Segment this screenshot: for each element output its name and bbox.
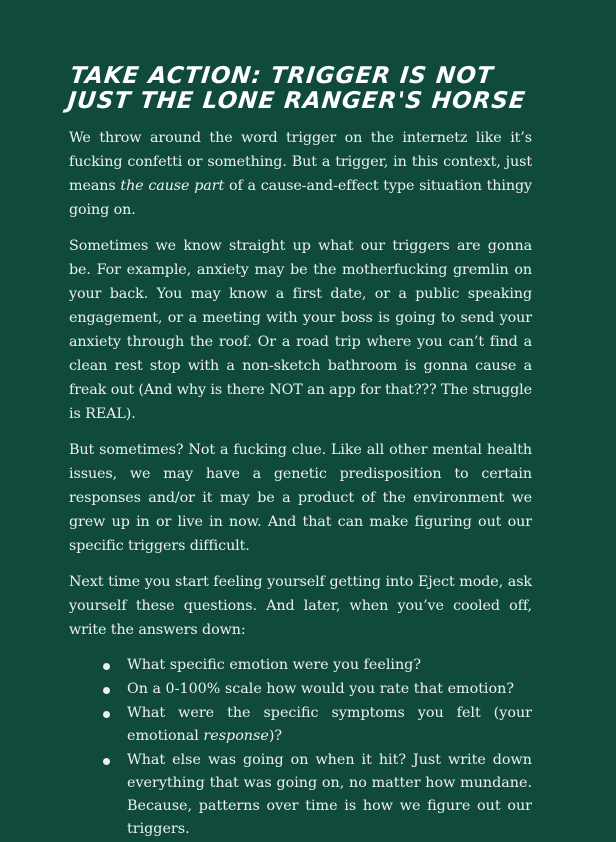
bullet-icon [103,758,110,765]
question-list [69,654,532,841]
bullet-icon [103,711,110,718]
paragraph [69,234,532,426]
list-item [69,749,532,841]
text-segment: of a cause-and-effect type situation thingy going on. [69,178,532,218]
list-item [69,702,532,748]
text-segment: What else was going on when it hit? Just write down everything that was going on, no matter how mundane. Because, patterns over time is how we figure out our triggers. [127,752,532,837]
text-segment: What were the specific symptoms you felt (your emotional [127,705,532,744]
list-item [69,654,532,677]
paragraph [69,126,532,222]
bullet-icon [103,663,110,670]
text-segment: What specific emotion were you feeling? [127,657,421,673]
text-segment: Sometimes we know straight up what our triggers are gonna be. For example, anxiety may be the motherfucking gremlin on your back. You may know a first date, or a public speaking engagement, or a meeting with your boss is going to send your anxiety through the roof. Or a road trip where you can’t find a clean rest stop with a non-sketch bathroom is gonna cause a freak out (And why is there NOT an app for that??? The struggle is REAL). [69,238,532,422]
section-title: TAKE ACTION: TRIGGER IS NOT JUST THE LONE RANGER'S HORSE [66,63,528,114]
text-segment: )? [268,728,283,744]
text-segment: Next time you start feeling yourself getting into Eject mode, ask yourself these questions. And later, when you’ve cooled off, write the answers down: [69,574,532,638]
paragraph [69,438,532,558]
body-text [69,126,532,642]
emphasis-text: response [203,728,269,744]
text-segment: But sometimes? Not a fucking clue. Like all other mental health issues, we may have a genetic predisposition to certain responses and/or it may be a product of the environment we grew up in or live in now. And that can make figuring out our specific triggers difficult. [69,442,532,554]
page [66,63,532,842]
list-item [69,678,532,701]
text-segment: We throw around the word trigger on the internetz like it’s fucking confetti or something. But a trigger, in this context, just means [69,130,532,194]
bullet-icon [103,687,110,694]
text-segment: On a 0-100% scale how would you rate that emotion? [127,681,514,697]
paragraph [69,570,532,642]
emphasis-text: the cause part [120,178,225,194]
